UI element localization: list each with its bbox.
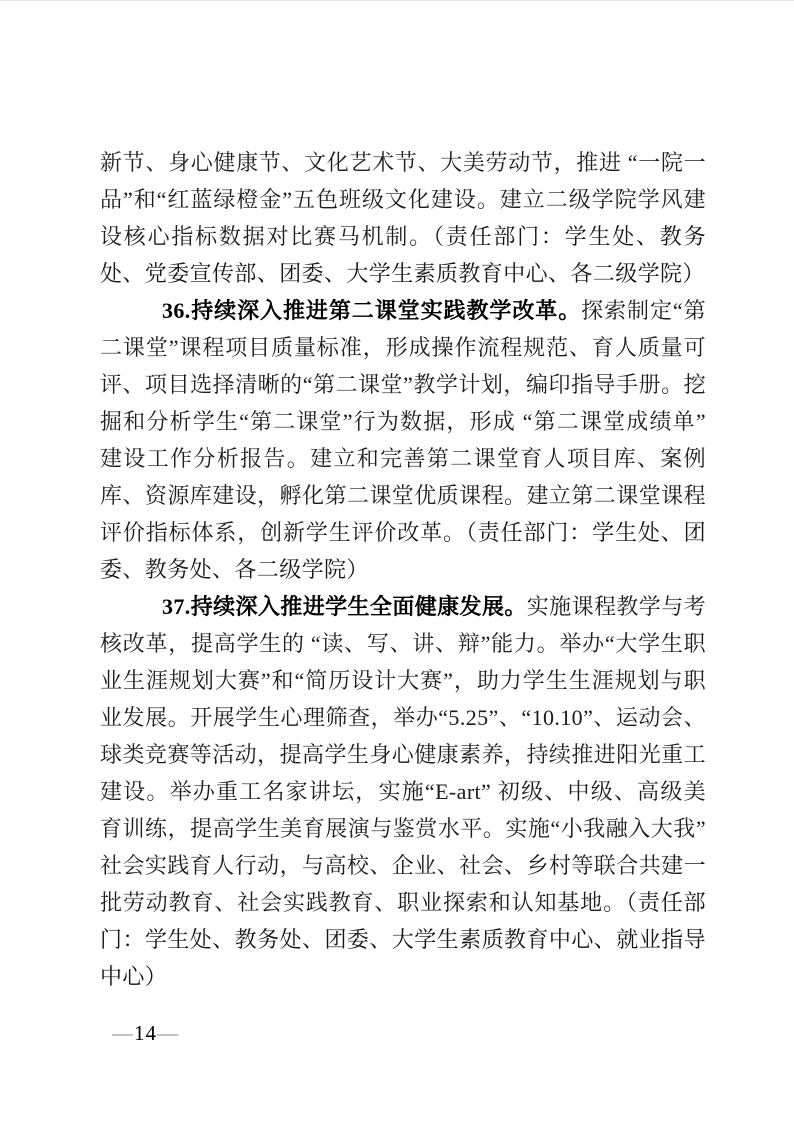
paragraph-continuation bbox=[100, 144, 706, 292]
item-37-body: 实施课程教学与考核改革，提高学生的 “读、写、讲、辩”能力。举办“大学生职业生涯规划大赛”和“简历设计大赛”，助力学生生涯规划与职业发展。开展学生心理筛查，举办“5.25”、“10.10”、运动会、球类竞赛等活动，提高学生身心健康素养，持续推进阳光重工建设。举办重工名家讲坛，实施“E-art” 初级、中级、高级美育训练，提高学生美育展演与鉴赏水平。实施“小我融入大我”社会实践育人行动，与高校、企业、社会、乡村等联合共建一批劳动教育、社会实践教育、职业探索和认知基地。 bbox=[100, 594, 707, 915]
item-36-body: 探索制定“第二课堂”课程项目质量标准，形成操作流程规范、育人质量可评、项目选择清晰的“第二课堂”教学计划，编印指导手册。挖掘和分析学生“第二课堂”行为数据，形成 “第二课堂成绩单”建设工作分析报告。建立和完善第二课堂育人项目库、案例库、资源库建设，孵化第二课堂优质课程。建立第二课堂课程评价指标体系，创新学生评价改革。 bbox=[100, 298, 706, 545]
item-36-responsibility-note: （责任部门：学生处、团委、教务处、各二级学院） bbox=[100, 520, 706, 582]
paragraph-continuation-responsibility-note: （责任部门：学生处、教务处、党委宣传部、团委、大学生素质教育中心、各二级学院） bbox=[100, 224, 706, 286]
item-36-heading: 36.持续深入推进第二课堂实践教学改革。 bbox=[162, 298, 582, 323]
page-number-dash-left: — bbox=[112, 1021, 134, 1045]
item-37-heading: 37.持续深入推进学生全面健康发展。 bbox=[162, 594, 527, 619]
page-number bbox=[112, 1021, 179, 1045]
paragraph-item-36 bbox=[100, 292, 706, 588]
page-number-dash-right: — bbox=[157, 1021, 179, 1045]
document-text-block bbox=[100, 144, 706, 995]
page-number-value: 14 bbox=[134, 1021, 157, 1045]
item-37-responsibility-note: （责任部门：学生处、教务处、团委、大学生素质教育中心、就业指导中心） bbox=[100, 890, 706, 989]
paragraph-continuation-body: 新节、身心健康节、文化艺术节、大美劳动节，推进 “一院一品”和“红蓝绿橙金”五色班级文化建设。建立二级学院学风建设核心指标数据对比赛马机制。 bbox=[100, 150, 706, 249]
paragraph-item-37 bbox=[100, 588, 706, 995]
